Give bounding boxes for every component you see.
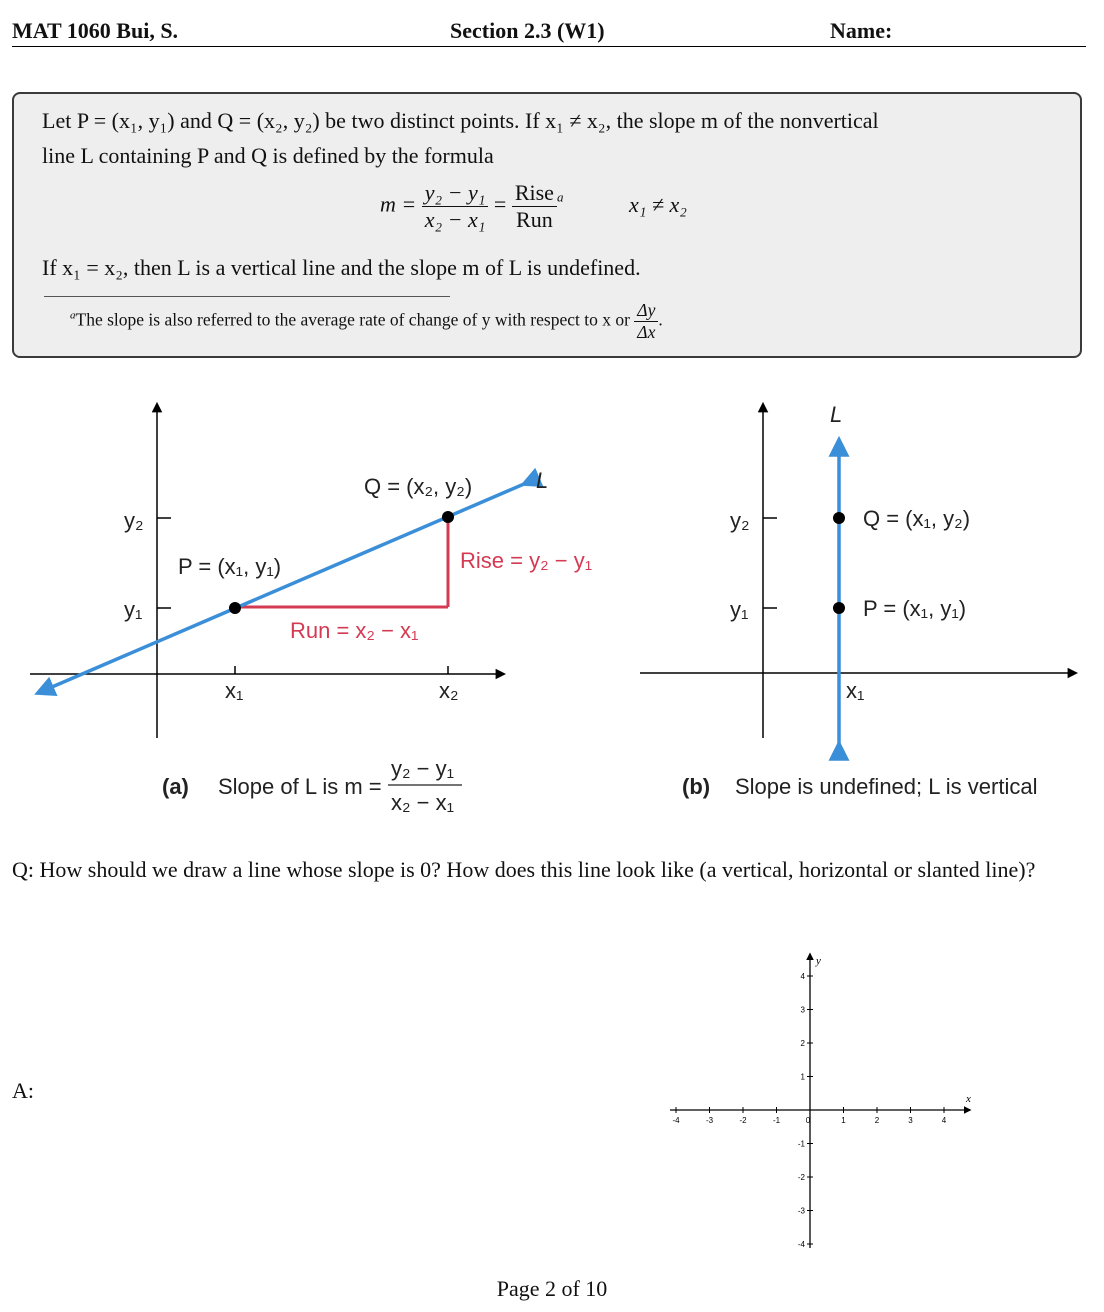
- figure-b-y2-label: y₂: [730, 508, 750, 533]
- point-p-vertical: [833, 602, 845, 614]
- grid-x-tick-label: 0: [805, 1116, 811, 1125]
- figure-b-y1-label: y₁: [730, 597, 749, 622]
- q-label-vertical: Q = (x₁, y₂): [863, 506, 971, 531]
- rise-run-fraction: [512, 180, 557, 233]
- formula-equals: =: [493, 191, 507, 217]
- figure-a-caption-text: Slope of L is m =: [218, 774, 382, 799]
- formula-condition: x₁ ≠ x₂: [628, 191, 687, 217]
- page-footer: Page 2 of 10: [496, 1276, 608, 1301]
- formula-numerator: y₂ − y₁: [424, 180, 486, 205]
- grid-x-tick-label: 2: [874, 1116, 880, 1125]
- footnote-denominator: Δx: [637, 322, 656, 342]
- grid-y-axis-label: y: [816, 955, 821, 967]
- figure-b-caption-text: Slope is undefined; L is vertical: [735, 774, 1038, 799]
- p-label-vertical: P = (x₁, y₁): [863, 596, 967, 621]
- formula-denominator: x₂ − x₁: [424, 207, 486, 232]
- grid-x-axis-label: x: [966, 1093, 971, 1105]
- grid-y-tick-label: 4: [800, 972, 805, 981]
- figure-b-vertical: [640, 392, 1080, 832]
- grid-x-tick-label: -1: [772, 1116, 781, 1125]
- grid-y-tick-label: 3: [800, 1005, 805, 1015]
- figure-a-x2-label: x₂: [439, 678, 459, 703]
- footnote-rule: [44, 296, 450, 297]
- figure-a-slope: [30, 392, 610, 832]
- grid-x-tick-label: 1: [841, 1116, 846, 1125]
- name-label: Name:: [830, 18, 893, 43]
- grid-x-tick-label: 4: [941, 1116, 947, 1125]
- point-q: [442, 511, 454, 523]
- section-label: Section 2.3 (W1): [450, 18, 605, 43]
- grid-x-tick-label: -2: [739, 1116, 747, 1125]
- figure-a-caption-numerator: y₂ − y₁: [391, 756, 455, 781]
- answer-coordinate-grid: [660, 948, 980, 1252]
- slope-formula: [380, 180, 687, 233]
- grid-x-tick-label: 3: [908, 1116, 913, 1125]
- rise-text: Rise: [512, 180, 557, 207]
- answer-label: A:: [12, 1078, 34, 1103]
- course-label: MAT 1060 Bui, S.: [12, 18, 179, 43]
- footnote-numerator: Δy: [637, 300, 656, 320]
- page-header: [12, 14, 1086, 47]
- question-text: Q: How should we draw a line whose slope is 0? How does this line look like (a vertical, horizontal or slanted line)?: [12, 857, 1036, 882]
- q-label: Q = (x₂, y₂): [364, 474, 473, 499]
- p-label: P = (x₁, y₁): [178, 554, 282, 579]
- grid-y-tick-label: 2: [800, 1039, 805, 1048]
- run-label: Run = x₂ − x₁: [290, 618, 419, 643]
- footnote-text: The slope is also referred to the average rate of change of y with respect to x or: [75, 309, 630, 330]
- grid-y-tick-label: 1: [800, 1072, 805, 1082]
- point-p: [229, 602, 241, 614]
- footnote-fraction: [634, 300, 658, 343]
- figure-a-line-label: L: [536, 468, 549, 493]
- figure-b-line-label: L: [830, 402, 843, 427]
- grid-y-tick-label: -1: [797, 1139, 805, 1149]
- grid-y-tick-label: -3: [797, 1206, 805, 1216]
- formula-fraction: [422, 180, 489, 233]
- grid-y-tick-label: -4: [797, 1240, 805, 1249]
- definition-line-3: If x₁ = x₂, then L is a vertical line and the slope m of L is undefined.: [42, 255, 641, 280]
- footnote-mark: a: [70, 309, 76, 322]
- figure-a-caption-letter: (a): [162, 774, 189, 799]
- definition-line-2: line L containing P and Q is defined by the formula: [42, 143, 494, 168]
- definition-line-1: Let P = (x₁, y₁) and Q = (x₂, y₂) be two distinct points. If x₁ ≠ x₂, the slope m of the nonvertical: [42, 108, 879, 133]
- footnote-marker: a: [556, 189, 564, 205]
- figure-b-x1-label: x₁: [846, 678, 865, 703]
- formula-lhs: m =: [380, 191, 417, 217]
- point-q-vertical: [833, 512, 845, 524]
- figure-a-x1-label: x₁: [225, 678, 244, 703]
- figure-a-y1-label: y₁: [124, 597, 143, 622]
- figure-b-caption-letter: (b): [682, 774, 711, 799]
- grid-x-tick-label: -3: [705, 1116, 714, 1125]
- figure-a-caption-denominator: x₂ − x₁: [391, 790, 455, 815]
- footnote-end: .: [658, 309, 663, 330]
- footnote: [70, 300, 663, 343]
- rise-label: Rise = y₂ − y₁: [460, 548, 593, 573]
- run-text: Run: [516, 207, 553, 232]
- figure-a-y2-label: y₂: [124, 508, 144, 533]
- grid-x-tick-label: -4: [672, 1116, 680, 1125]
- grid-y-tick-label: -2: [797, 1173, 805, 1182]
- definition-box: [12, 92, 1082, 358]
